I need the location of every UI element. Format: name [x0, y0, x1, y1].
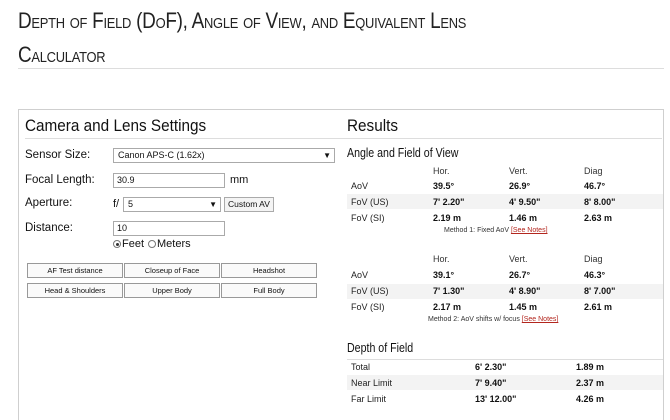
unit-feet-option[interactable] — [113, 238, 144, 250]
m2-aov-hor: 39.1° — [433, 270, 455, 280]
dof-far-us: 13' 12.00" — [475, 394, 517, 404]
method2-note-text: Method 2: AoV shifts w/ focus — [428, 316, 520, 323]
radio-selected-icon[interactable] — [113, 240, 121, 248]
m1-fov-us-diag: 8' 8.00" — [584, 197, 616, 207]
m1-aov-diag: 46.7° — [584, 181, 606, 191]
settings-heading: Camera and Lens Settings — [25, 115, 349, 139]
preset-head-shoulders-button[interactable]: Head & Shoulders — [27, 283, 123, 298]
col-header-vert: Vert. — [509, 166, 528, 176]
m2-aov-label: AoV — [351, 270, 369, 280]
results-heading: Results — [347, 115, 662, 139]
m1-fov-si-diag: 2.63 m — [584, 213, 613, 223]
preset-headshot-button[interactable]: Headshot — [221, 263, 317, 278]
sensor-size-value: Canon APS-C (1.62x) — [118, 150, 205, 160]
focal-length-unit: mm — [230, 174, 249, 186]
aperture-prefix: f/ — [113, 198, 120, 210]
focal-length-input[interactable]: 30.9 — [113, 173, 225, 188]
dof-near-label: Near Limit — [351, 378, 393, 388]
aperture-label: Aperture: — [25, 197, 73, 209]
m2-fov-si-diag: 2.61 m — [584, 302, 613, 312]
method2-see-notes-link[interactable]: [See Notes] — [521, 316, 559, 323]
page-title-line1: Depth of Field (DoF), Angle of View, and Equivalent Lens — [18, 8, 467, 33]
m1-fov-us-vert: 4' 9.50" — [509, 197, 541, 207]
dof-heading: Depth of Field — [347, 341, 414, 355]
dof-total-label: Total — [351, 362, 371, 372]
aov-heading: Angle and Field of View — [347, 146, 459, 160]
unit-feet-label: Feet — [122, 238, 145, 250]
chevron-down-icon: ▼ — [323, 151, 331, 160]
dof-total-si: 1.89 m — [576, 362, 605, 372]
unit-meters-label: Meters — [157, 238, 191, 250]
m1-fov-si-vert: 1.46 m — [509, 213, 538, 223]
m2-fov-us-vert: 4' 8.90" — [509, 286, 541, 296]
focal-length-label: Focal Length: — [25, 174, 95, 186]
calculator-panel — [18, 109, 664, 420]
method1-see-notes-link[interactable]: [See Notes] — [510, 227, 548, 234]
row-band — [347, 284, 663, 299]
unit-meters-option[interactable] — [148, 238, 191, 250]
aperture-value: 5 — [128, 199, 134, 209]
dof-far-label: Far Limit — [351, 394, 387, 404]
m2-aov-vert: 26.7° — [509, 270, 531, 280]
aperture-select[interactable] — [123, 197, 221, 212]
preset-af-test-button[interactable]: AF Test distance — [27, 263, 123, 278]
m1-fov-si-label: FoV (SI) — [351, 213, 385, 223]
preset-closeup-face-button[interactable]: Closeup of Face — [124, 263, 220, 278]
results-panel — [347, 110, 663, 404]
dof-near-us: 7' 9.40" — [475, 378, 507, 388]
col-header-hor: Hor. — [433, 166, 450, 176]
col-header-hor: Hor. — [433, 254, 450, 264]
m2-fov-us-label: FoV (US) — [351, 286, 389, 296]
title-divider — [18, 68, 664, 69]
sensor-size-label: Sensor Size: — [25, 149, 91, 161]
chevron-down-icon: ▼ — [209, 200, 217, 209]
m2-fov-si-hor: 2.17 m — [433, 302, 462, 312]
preset-full-body-button[interactable]: Full Body — [221, 283, 317, 298]
m1-aov-hor: 39.5° — [433, 181, 455, 191]
settings-panel — [25, 110, 343, 295]
dof-divider — [347, 359, 663, 360]
m1-fov-us-label: FoV (US) — [351, 197, 389, 207]
dof-far-si: 4.26 m — [576, 394, 605, 404]
m2-fov-us-diag: 8' 7.00" — [584, 286, 616, 296]
distance-input[interactable]: 10 — [113, 221, 225, 236]
m2-aov-diag: 46.3° — [584, 270, 606, 280]
m1-fov-us-hor: 7' 2.20" — [433, 197, 465, 207]
page-title — [18, 4, 568, 72]
custom-av-button[interactable]: Custom AV — [224, 197, 274, 212]
m2-fov-us-hor: 7' 1.30" — [433, 286, 465, 296]
distance-label: Distance: — [25, 222, 73, 234]
dof-near-si: 2.37 m — [576, 378, 605, 388]
m2-fov-si-vert: 1.45 m — [509, 302, 538, 312]
col-header-vert: Vert. — [509, 254, 528, 264]
dof-total-us: 6' 2.30" — [475, 362, 507, 372]
sensor-size-select[interactable] — [113, 148, 335, 163]
m1-aov-vert: 26.9° — [509, 181, 531, 191]
row-band — [347, 194, 663, 209]
method1-note-text: Method 1: Fixed AoV — [444, 227, 509, 234]
preset-upper-body-button[interactable]: Upper Body — [124, 283, 220, 298]
col-header-diag: Diag — [584, 254, 603, 264]
page-title-line2: Calculator — [18, 42, 106, 67]
m2-fov-si-label: FoV (SI) — [351, 302, 385, 312]
m1-fov-si-hor: 2.19 m — [433, 213, 462, 223]
radio-unselected-icon[interactable] — [148, 240, 156, 248]
col-header-diag: Diag — [584, 166, 603, 176]
method1-note — [444, 227, 548, 234]
method2-note — [428, 316, 558, 323]
m1-aov-label: AoV — [351, 181, 369, 191]
